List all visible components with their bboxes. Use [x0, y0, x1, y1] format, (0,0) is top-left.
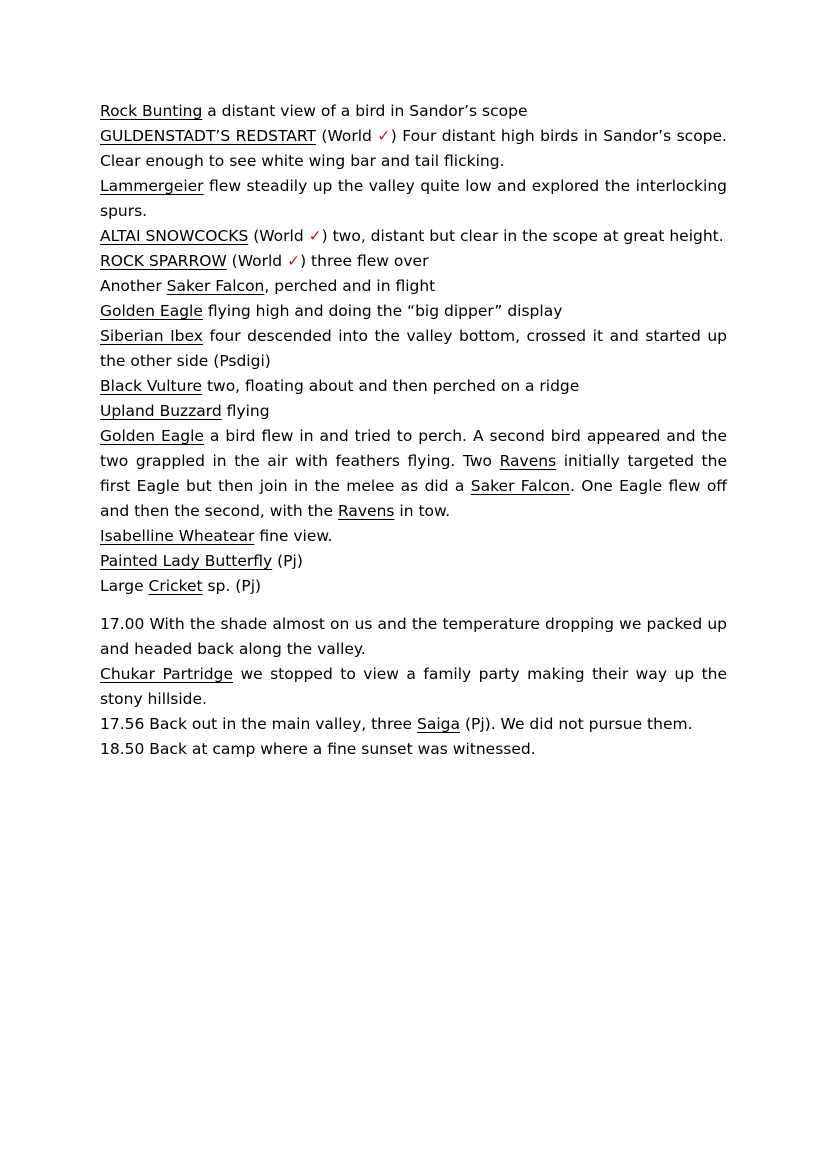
species-note: fine view. [254, 527, 333, 545]
log-1756 [100, 712, 727, 737]
species-name: Upland Buzzard [100, 402, 222, 420]
species-name-ravens: Ravens [499, 452, 557, 470]
species-note: a distant view of a bird in Sandor’s scope [202, 102, 528, 120]
red-checkmark-icon: ✓ [287, 252, 301, 270]
species-name: Black Vulture [100, 377, 203, 395]
species-name: GULDENSTADT’S REDSTART [100, 127, 316, 145]
entry-chukar-partridge [100, 662, 727, 712]
species-note: two, floating about and then perched on a ridge [202, 377, 580, 395]
species-name: Lammergeier [100, 177, 204, 195]
red-checkmark-icon: ✓ [308, 227, 322, 245]
entry-siberian-ibex [100, 324, 727, 374]
species-name-saker: Saker Falcon [470, 477, 570, 495]
world-label: (World [226, 252, 288, 270]
species-name: Golden Eagle [100, 427, 204, 445]
entry-isabelline-wheatear [100, 524, 727, 549]
entry-cricket [100, 574, 727, 599]
species-name: Saker Falcon [166, 277, 265, 295]
entry-golden-eagle-display [100, 299, 727, 324]
species-name: Siberian Ibex [100, 327, 203, 345]
entry-rock-bunting [100, 99, 727, 124]
entry-black-vulture [100, 374, 727, 399]
species-note: (Pj) [272, 552, 303, 570]
species-note: in tow. [394, 502, 451, 520]
species-name: ROCK SPARROW [100, 252, 227, 270]
species-name: Chukar Partridge [100, 665, 233, 683]
species-note: ) two, distant but clear in the scope at great height. [321, 227, 724, 245]
log-1700: 17.00 With the shade almost on us and the temperature dropping we packed up and headed back along the valley. [100, 615, 727, 658]
species-note: initially targeted the first Eagle but then join in the melee as did a [100, 452, 727, 495]
entry-lead: Another [100, 277, 167, 295]
species-note: sp. (Pj) [202, 577, 262, 595]
species-note: flying [221, 402, 270, 420]
species-note: a bird flew in and tried to perch. A second bird appeared and the two grappled in the air with feathers flying. Two [100, 427, 727, 470]
species-note: four descended into the valley bottom, crossed it and started up the other side (Psdigi) [100, 327, 728, 370]
species-name: ALTAI SNOWCOCKS [100, 227, 249, 245]
entry-lammergeier [100, 174, 727, 224]
entry-altai-snowcocks [100, 224, 727, 249]
species-note: ) Four distant high birds in Sandor’s scope. Clear enough to see white wing bar and tail flicking. [100, 127, 727, 170]
species-note: flying high and doing the “big dipper” display [202, 302, 563, 320]
species-name: Cricket [148, 577, 203, 595]
species-name-ravens: Ravens [337, 502, 395, 520]
entry-painted-lady [100, 549, 727, 574]
entry-upland-buzzard [100, 399, 727, 424]
log-text: 17.56 Back out in the main valley, three [100, 715, 418, 733]
log-text: (Pj). We did not pursue them. [460, 715, 693, 733]
species-note: , perched and in flight [264, 277, 436, 295]
entry-guldenstadts-redstart [100, 124, 727, 174]
species-name: Rock Bunting [100, 102, 203, 120]
trip-report-text [100, 99, 727, 762]
species-note: flew steadily up the valley quite low and explored the interlocking spurs. [100, 177, 727, 220]
entry-lead: Large [100, 577, 149, 595]
log-1850: 18.50 Back at camp where a fine sunset was witnessed. [100, 740, 536, 758]
species-name: Golden Eagle [100, 302, 203, 320]
world-label: (World [315, 127, 378, 145]
species-name: Saiga [417, 715, 461, 733]
world-label: (World [248, 227, 309, 245]
entry-rock-sparrow [100, 249, 727, 274]
entry-saker-falcon [100, 274, 727, 299]
red-checkmark-icon: ✓ [377, 127, 391, 145]
species-name: Painted Lady Butterfly [100, 552, 273, 570]
species-note: we stopped to view a family party making their way up the stony hillside. [100, 665, 728, 708]
species-name: Isabelline Wheatear [100, 527, 255, 545]
entry-golden-eagle-fight [100, 424, 727, 524]
species-note: . One Eagle flew off and then the second, with the [100, 477, 727, 520]
species-note: ) three flew over [300, 252, 429, 270]
